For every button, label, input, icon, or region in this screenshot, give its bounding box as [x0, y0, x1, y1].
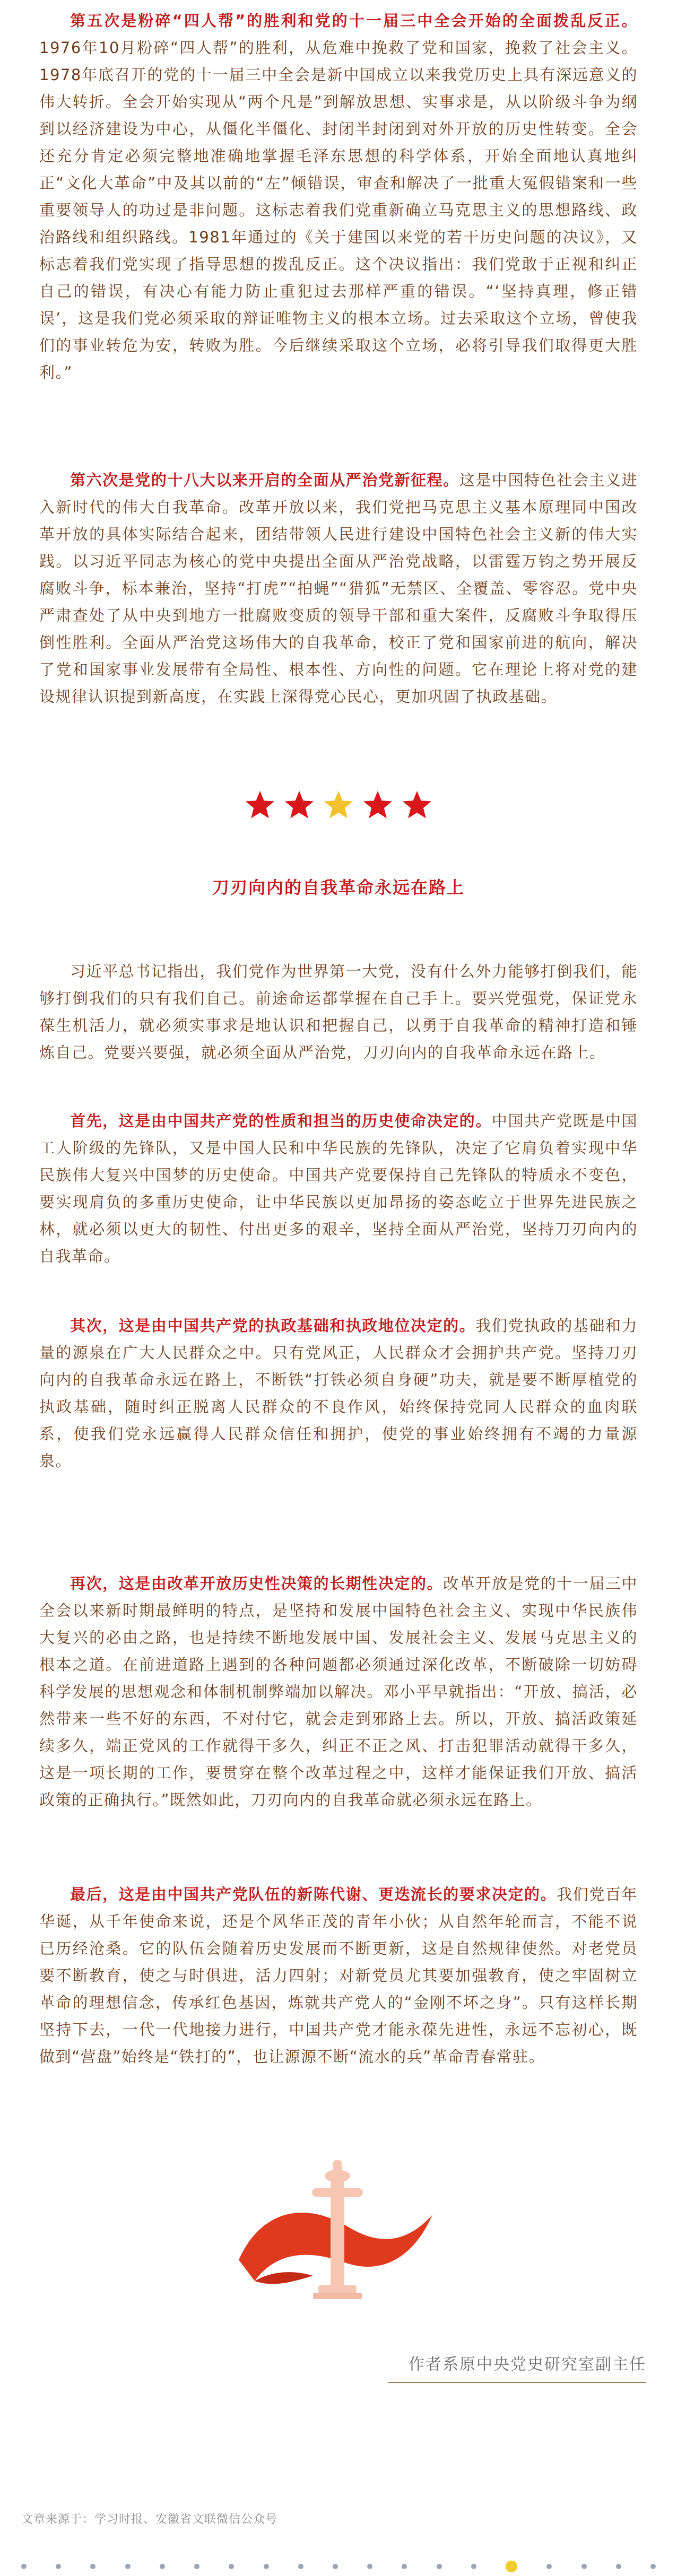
flag-curl	[255, 2272, 313, 2284]
paragraph-lead: 最后，这是由中国共产党队伍的新陈代谢、更迭流长的要求决定的。	[70, 1885, 557, 1903]
source-note: 文章来源于：学习时报、安徽省文联微信公众号	[21, 2513, 278, 2526]
author-note: 作者系原中央党史研究室副主任	[409, 2355, 646, 2374]
star-icon	[282, 789, 316, 822]
paragraph-body: 我们党百年华诞，从千年使命来说，还是个风华正茂的青年小伙；从自然年轮而言，不能不说已历经沧桑。它的队伍会随着历史发展而不断更新，这是自然规律使然。对老党员要不断教育，使之与时俱进，活力四射；对新党员尤其要加强教育，使之牢固树立革命的理想信念，传承红色基因，炼就共产党人的“金刚不坏之身”。只有这样长期坚持下去，一代一代地接力进行，中国共产党才能永葆先进性，永远不忘初心，既做到“营盘”始终是“铁打的”，也让源源不断“流水的兵”革命青春常驻。	[39, 1885, 638, 2066]
paragraph-first-reason	[39, 1108, 638, 1270]
paragraph-intro	[39, 958, 638, 1066]
page-dot[interactable]	[21, 2564, 27, 2569]
page-dot[interactable]	[437, 2564, 442, 2569]
page-dot[interactable]	[546, 2564, 552, 2569]
page-dot[interactable]	[367, 2564, 372, 2569]
page-dot[interactable]	[333, 2564, 338, 2569]
star-icon	[243, 789, 277, 822]
page-dot[interactable]	[160, 2564, 165, 2569]
pillar-base	[318, 2285, 357, 2294]
paragraph-second-reason	[39, 1312, 638, 1475]
paragraph-body: 习近平总书记指出，我们党作为世界第一大党，没有什么外力能够打倒我们，能够打倒我们的只有我们自己。前途命运都掌握在自己手上。要兴党强党，保证党永葆生机活力，就必须实事求是地认识和把握自己，以勇于自我革命的精神打造和锤炼自己。党要兴要强，就必须全面从严治党，刀刃向内的自我革命永远在路上。	[39, 962, 638, 1061]
paragraph-lead: 其次，这是由中国共产党的执政基础和执政地位决定的。	[70, 1317, 476, 1335]
page-dot[interactable]	[402, 2564, 407, 2569]
page-dot[interactable]	[264, 2564, 269, 2569]
star-icon	[361, 789, 395, 822]
paragraph-lead: 第六次是党的十八大以来开启的全面从严治党新征程。	[70, 471, 459, 489]
page-dot[interactable]	[229, 2564, 234, 2569]
page-dot[interactable]	[298, 2564, 303, 2569]
huabiao-flag-emblem	[223, 2148, 456, 2302]
paragraph-fourth-reason	[39, 1881, 638, 2070]
paragraph-body: 我们党执政的基础和力量的源泉在广大人民群众之中。只有党风正，人民群众才会拥护共产党。坚持刀刃向内的自我革命永远在路上，不断铁“打铁必须自身硬”功夫，就是要不断厚植党的执政基础，随时纠正脱离人民群众的不良作风，始终保持党同人民群众的血肉联系，使我们党永远赢得人民群众信任和拥护，使党的事业始终拥有不竭的力量源泉。	[39, 1317, 638, 1470]
author-divider	[388, 2382, 646, 2383]
pillar-plinth	[313, 2293, 362, 2299]
paragraph-fifth	[39, 7, 638, 386]
paragraph-body: 1976年10月粉碎“四人帮”的胜利，从危难中挽救了党和国家，挽救了社会主义。1978年底召开的党的十一届三中全会是新中国成立以来我党历史上具有深远意义的伟大转折。全会开始实现从“两个凡是”到解放思想、实事求是，从以阶级斗争为纲到以经济建设为中心，从僵化半僵化、封闭半封闭到对外开放的历史性转变。全会还充分肯定必须完整地准确地掌握毛泽东思想的科学体系，开始全面地认真地纠正“文化大革命”中及其以前的“左”倾错误，审查和解决了一批重大冤假错案和一些重要领导人的功过是非问题。这标志着我们党重新确立马克思主义的思想路线、政治路线和组织路线。1981年通过的《关于建国以来党的若干历史问题的决议》，又标志着我们党实现了指导思想的拨乱反正。这个决议指出：我们党敢于正视和纠正自己的错误，有决心有能力防止重犯过去那样严重的错误。“‘坚持真理，修正错误’，这是我们党必须采取的辩证唯物主义的根本立场。过去采取这个立场，曾使我们的事业转危为安，转败为胜。今后继续采取这个立场，必将引导我们取得更大胜利。”	[39, 39, 638, 381]
pillar-crossbar	[312, 2188, 363, 2197]
page-indicator	[21, 2558, 656, 2574]
page-dot[interactable]	[616, 2564, 621, 2569]
paragraph-lead: 首先，这是由中国共产党的性质和担当的历史使命决定的。	[70, 1112, 492, 1130]
paragraph-lead: 再次，这是由改革开放历史性决策的长期性决定的。	[70, 1574, 444, 1592]
page-dot[interactable]	[125, 2564, 131, 2569]
section-title: 刀刃向内的自我革命永远在路上	[212, 877, 465, 898]
page-dot[interactable]	[90, 2564, 96, 2569]
paragraph-body: 中国共产党既是中国工人阶级的先锋队，又是中国人民和中华民族的先锋队，决定了它肩负着实现中华民族伟大复兴中国梦的历史使命。中国共产党要保持自己先锋队的特质永不变色，要实现肩负的多重历史使命，让中华民族以更加昂扬的姿态屹立于世界先进民族之林，就必须以更大的韧性、付出更多的艰辛，坚持全面从严治党，坚持刀刃向内的自我革命。	[39, 1112, 638, 1265]
star-divider	[0, 789, 677, 822]
paragraph-sixth	[39, 467, 638, 710]
pillar-cap	[333, 2160, 342, 2173]
page-dot[interactable]	[56, 2564, 61, 2569]
page-dot-active[interactable]	[506, 2561, 517, 2572]
paragraph-body: 这是中国特色社会主义进入新时代的伟大自我革命。改革开放以来，我们党把马克思主义基本原理同中国改革开放的具体实际结合起来，团结带领人民进行建设中国特色社会主义新的伟大实践。以习近平同志为核心的党中央提出全面从严治党战略，以雷霆万钧之势开展反腐败斗争，标本兼治，坚持“打虎”“拍蝇”“猎狐”无禁区、全覆盖、零容忍。党中央严肃查处了从中央到地方一批腐败变质的领导干部和重大案件，反腐败斗争取得压倒性胜利。全面从严治党这场伟大的自我革命，校正了党和国家前进的航向，解决了党和国家事业发展带有全局性、根本性、方向性的问题。它在理论上将对党的建设规律认识提到新高度，在实践上深得党心民心，更加巩固了执政基础。	[39, 471, 638, 706]
page-dot[interactable]	[581, 2564, 587, 2569]
page-dot[interactable]	[194, 2564, 199, 2569]
paragraph-lead: 第五次是粉碎“四人帮”的胜利和党的十一届三中全会开始的全面拨乱反正。	[70, 12, 638, 30]
star-icon	[400, 789, 434, 822]
star-icon	[322, 789, 355, 822]
page-dot[interactable]	[650, 2564, 656, 2569]
paragraph-body: 改革开放是党的十一届三中全会以来新时期最鲜明的特点，是坚持和发展中国特色社会主义、实现中华民族伟大复兴的必由之路，也是持续不断地发展中国、发展社会主义、发展马克思主义的根本之道。在前进道路上遇到的各种问题都必须通过深化改革，不断破除一切妨碍科学发展的思想观念和体制机制弊端加以解决。邓小平早就指出：“开放、搞活，必然带来一些不好的东西，不对付它，就会走到邪路上去。所以，开放、搞活政策延续多久，端正党风的工作就得干多久，纠正不正之风、打击犯罪活动就得干多久，这是一项长期的工作，要贯穿在整个改革过程之中，这样才能保证我们开放、搞活政策的正确执行。”既然如此，刀刃向内的自我革命就必须永远在路上。	[39, 1574, 638, 1809]
page-dot[interactable]	[471, 2564, 476, 2569]
paragraph-third-reason	[39, 1570, 638, 1814]
